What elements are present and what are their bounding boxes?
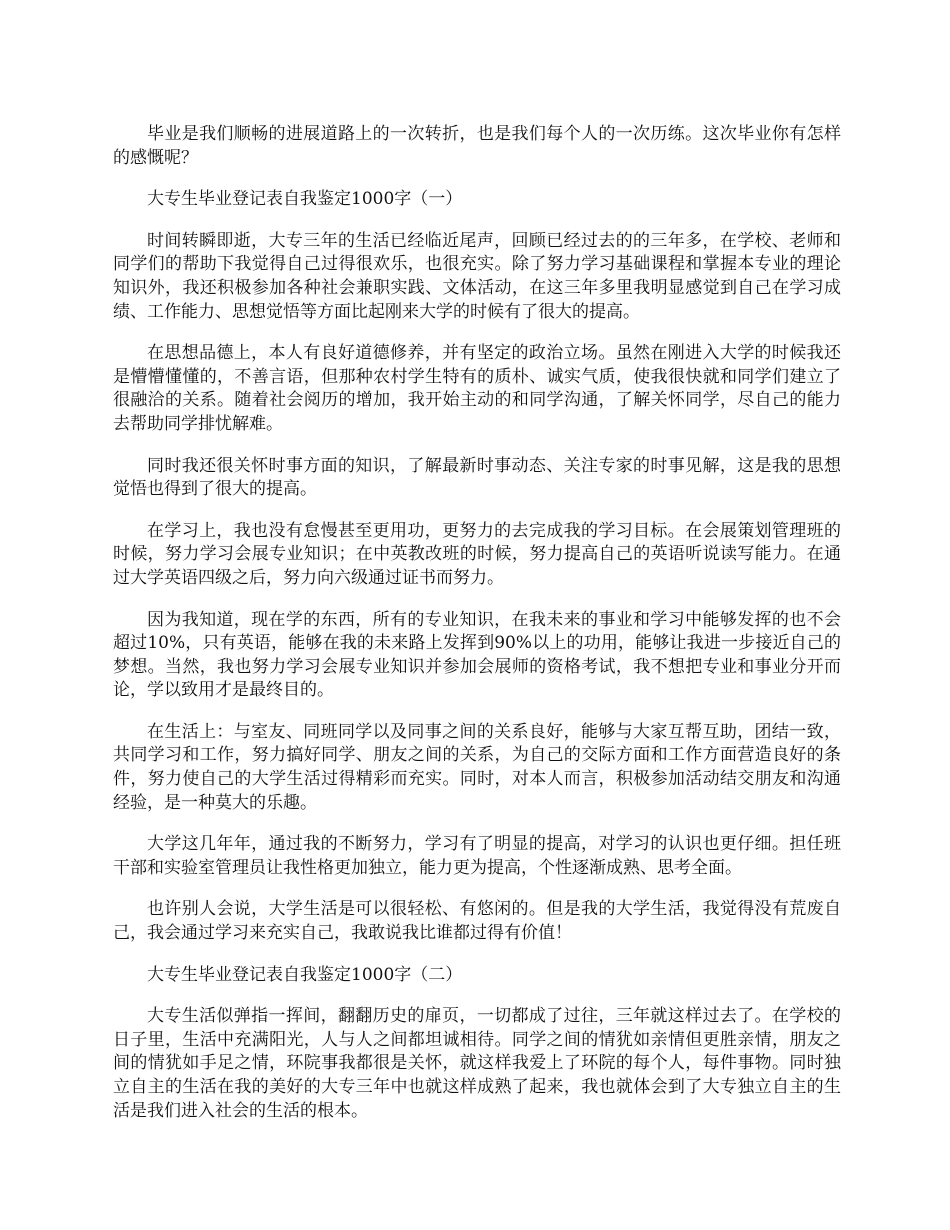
body-paragraph: 在思想品德上，本人有良好道德修养，并有坚定的政治立场。虽然在刚进入大学的时候我还是懵懵懂懂的，不善言语，但那种农村学生特有的质朴、诚实气质，使我很快就和同学们建立了很融洽的关系。随着社会阅历的增加，我开始主动的和同学沟通，了解关怀同学，尽自己的能力去帮助同学排忧解难。: [113, 343, 841, 434]
document-page: [113, 123, 841, 1141]
section-heading-2: 大专生毕业登记表自我鉴定1000字（二）: [147, 964, 463, 985]
body-paragraph: 在学习上，我也没有怠慢甚至更用功，更努力的去完成我的学习目标。在会展策划管理班的时候，努力学习会展专业知识；在中英教改班的时候，努力提高自己的英语听说读写能力。在通过大学英语四级之后，努力向六级通过证书而努力。: [113, 520, 841, 588]
intro-paragraph: 毕业是我们顺畅的进展道路上的一次转折，也是我们每个人的一次历练。这次毕业你有怎样的感慨呢？: [113, 124, 841, 168]
body-paragraph: 在生活上：与室友、同班同学以及同事之间的关系良好，能够与大家互帮互助，团结一致，共同学习和工作，努力搞好同学、朋友之间的关系，为自己的交际方面和工作方面营造良好的条件，努力使自己的大学生活过得精彩而充实。同时，对本人而言，积极参加活动结交朋友和沟通经验，是一种莫大的乐趣。: [113, 721, 841, 813]
section-heading-1: 大专生毕业登记表自我鉴定1000字（一）: [147, 189, 463, 210]
body-paragraph: 大专生活似弹指一挥间，翻翻历史的扉页，一切都成了过往，三年就这样过去了。在学校的日子里，生活中充满阳光，人与人之间都坦诚相待。同学之间的情犹如亲情但更胜亲情，朋友之间的情犹如手足之情，环院事我都很是关怀，就这样我爱上了环院的每个人，每件事物。同时独立自主的生活在我的美好的大专三年中也就这样成熟了起来，我也就体会到了大专独立自主的生活是我们进入社会的生活的根本。: [113, 1006, 841, 1121]
body-paragraph: 大学这几年年，通过我的不断努力，学习有了明显的提高，对学习的认识也更仔细。担任班干部和实验室管理员让我性格更加独立，能力更为提高，个性逐渐成熟、思考全面。: [113, 834, 841, 878]
body-paragraph: 时间转瞬即逝，大专三年的生活已经临近尾声，回顾已经过去的的三年多，在学校、老师和同学们的帮助下我觉得自己过得很欢乐，也很充实。除了努力学习基础课程和掌握本专业的理论知识外，我还积极参加各种社会兼职实践、文体活动，在这三年多里我明显感觉到自己在学习成绩、工作能力、思想觉悟等方面比起刚来大学的时候有了很大的提高。: [113, 230, 841, 322]
body-paragraph: 因为我知道，现在学的东西，所有的专业知识，在我未来的事业和学习中能够发挥的也不会超过10%，只有英语，能够在我的未来路上发挥到90%以上的功用，能够让我进一步接近自己的梦想。当然，我也努力学习会展专业知识并参加会展师的资格考试，我不想把专业和事业分开而论，学以致用才是最终目的。: [113, 609, 841, 701]
body-paragraph: 同时我还很关怀时事方面的知识，了解最新时事动态、关注专家的时事见解，这是我的思想觉悟也得到了很大的提高。: [113, 455, 841, 500]
body-paragraph: 也许别人会说，大学生活是可以很轻松、有悠闲的。但是我的大学生活，我觉得没有荒废自己，我会通过学习来充实自己，我敢说我比谁都过得有价值！: [113, 899, 841, 944]
